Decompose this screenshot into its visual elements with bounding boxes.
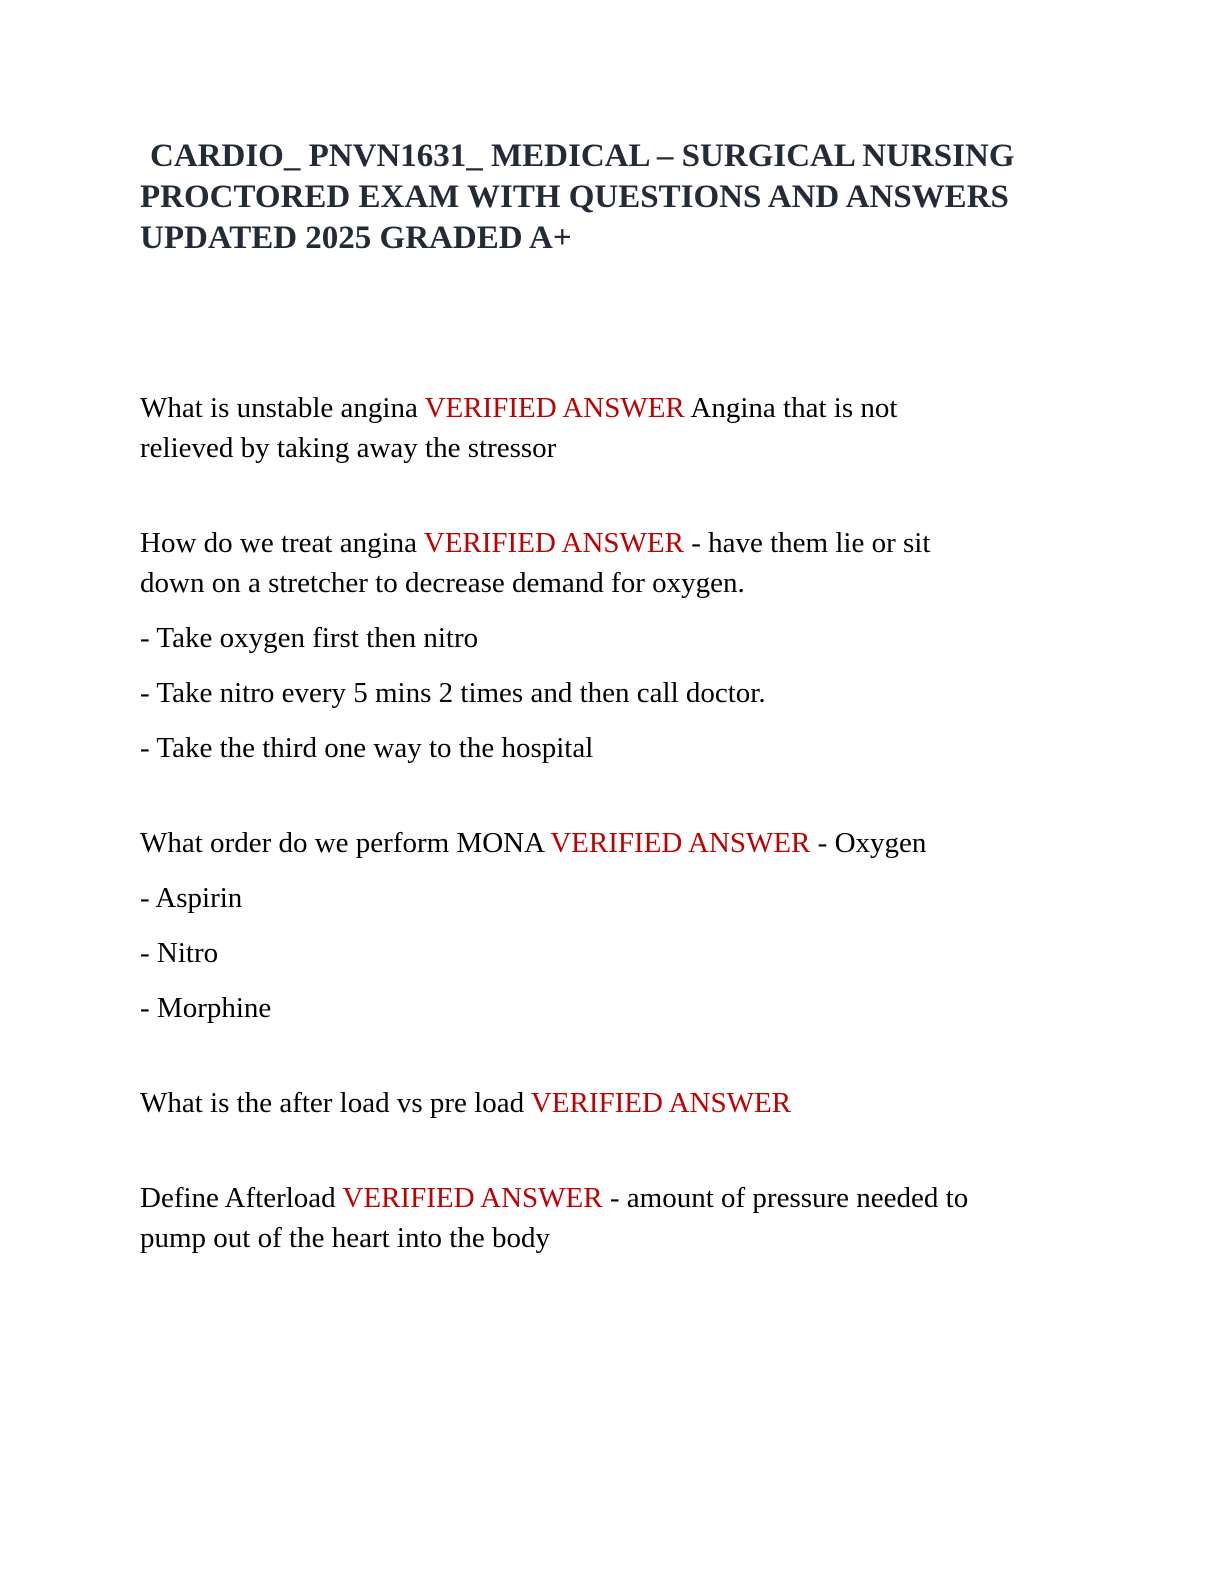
verified-answer-label: VERIFIED ANSWER (424, 392, 685, 424)
answer-text: Angina that is not (684, 392, 898, 424)
answer-text: - amount of pressure needed to (602, 1182, 969, 1214)
qa-block-define-afterload (140, 1178, 1084, 1258)
qa-paragraph (140, 1083, 1084, 1123)
question-text: What is unstable angina (140, 392, 425, 424)
verified-answer-label: VERIFIED ANSWER (530, 1087, 792, 1119)
document-title-line: UPDATED 2025 GRADED A+ (140, 220, 572, 256)
qa-paragraph (140, 523, 1084, 603)
question-text: Define Afterload (140, 1182, 343, 1214)
answer-text: - have them lie or sit (683, 527, 931, 559)
question-text: What order do we perform MONA (140, 827, 551, 859)
qa-paragraph (140, 388, 1084, 468)
document-title-line: PROCTORED EXAM WITH QUESTIONS AND ANSWERS (140, 179, 1009, 215)
qa-paragraph (140, 1178, 1084, 1258)
qa-block-treat-angina (140, 523, 1084, 768)
answer-text: relieved by taking away the stressor (140, 432, 557, 464)
bullet-line: - Take nitro every 5 mins 2 times and then call doctor. (140, 677, 766, 709)
document-title-line: CARDIO_ PNVN1631_ MEDICAL – SURGICAL NURSING (150, 138, 1015, 174)
qa-block-afterload-vs-preload (140, 1083, 1084, 1123)
verified-answer-label: VERIFIED ANSWER (423, 527, 684, 559)
bullet-line: - Aspirin (140, 882, 243, 914)
bullet-line: - Take oxygen first then nitro (140, 622, 479, 654)
document-title (140, 136, 1084, 259)
answer-text: - Oxygen (810, 827, 927, 859)
bullet-line: - Morphine (140, 992, 272, 1024)
question-text: What is the after load vs pre load (140, 1087, 531, 1119)
qa-block-unstable-angina (140, 388, 1084, 468)
bullet-line: - Take the third one way to the hospital (140, 732, 594, 764)
question-text: How do we treat angina (140, 527, 424, 559)
verified-answer-label: VERIFIED ANSWER (550, 827, 811, 859)
qa-block-mona-order (140, 823, 1084, 1028)
bullet-line: - Nitro (140, 937, 219, 969)
answer-text: down on a stretcher to decrease demand for oxygen. (140, 567, 745, 599)
verified-answer-label: VERIFIED ANSWER (342, 1182, 603, 1214)
answer-text: pump out of the heart into the body (140, 1222, 550, 1254)
qa-paragraph (140, 823, 1084, 863)
